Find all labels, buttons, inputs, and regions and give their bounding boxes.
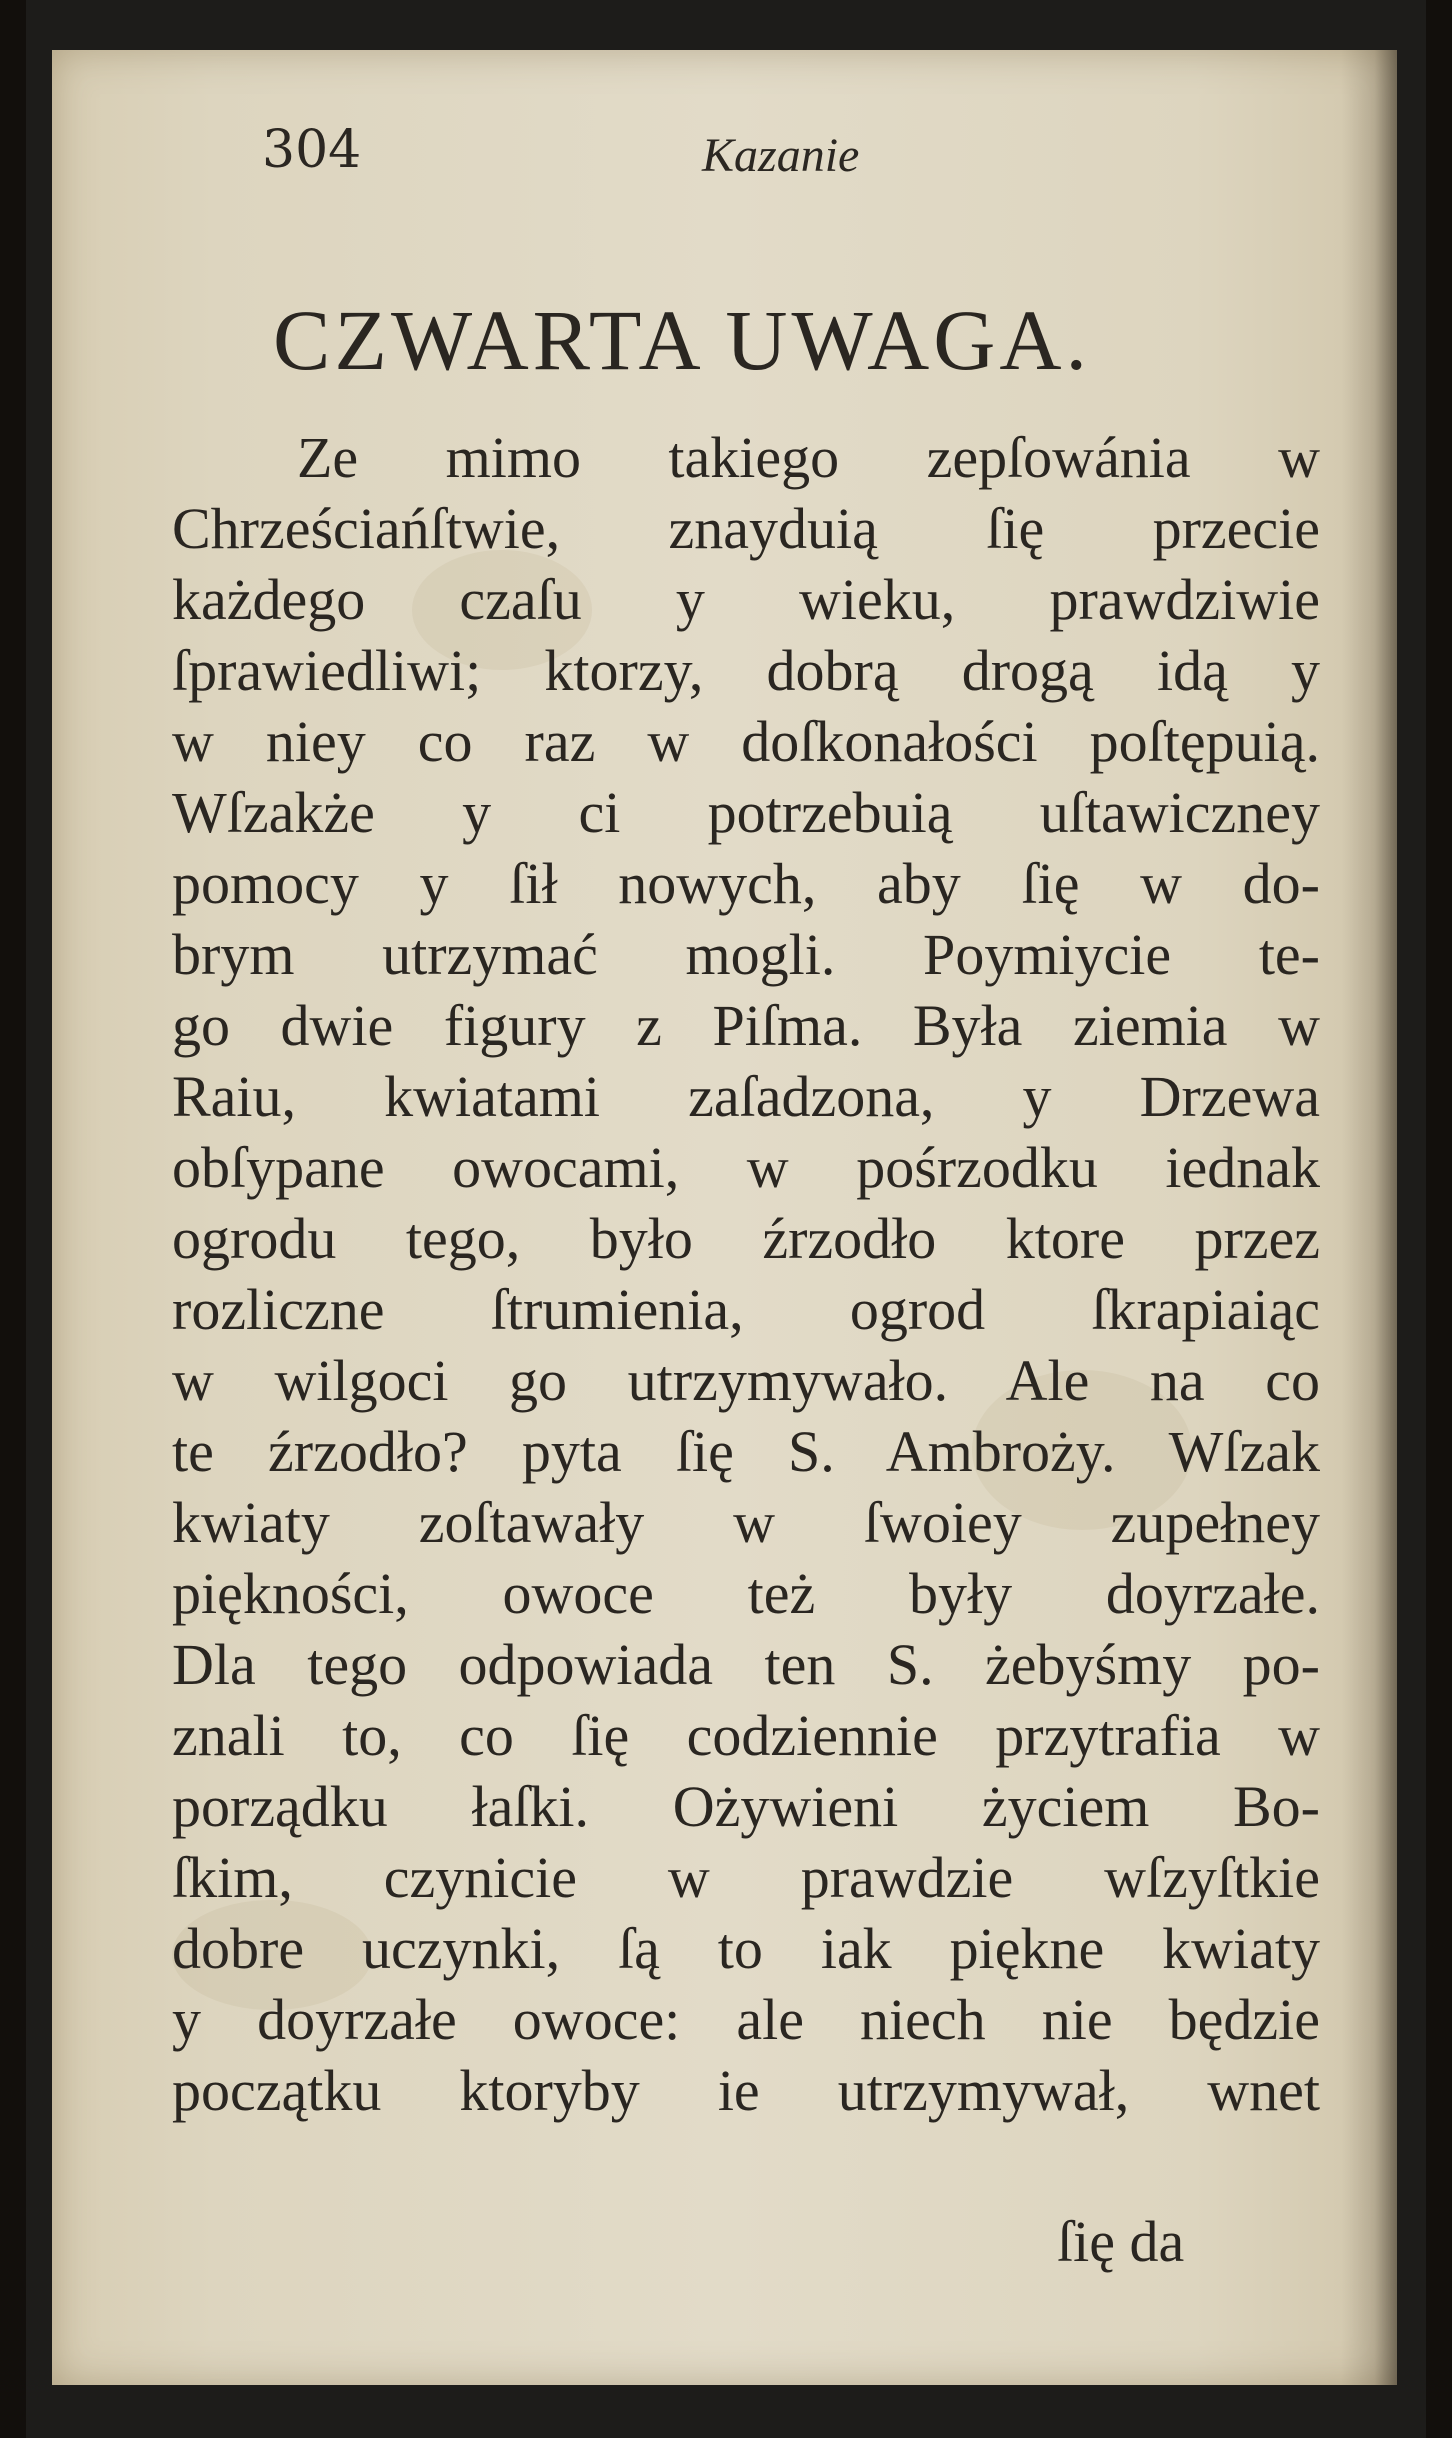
page-gutter-shadow xyxy=(1341,50,1397,2385)
text-line: piękności, owoce też były doyrzałe. xyxy=(172,1561,1320,1626)
text-line: w niey co raz w doſkonałości poſtępuią. xyxy=(172,709,1320,774)
section-title: CZWARTA UWAGA. xyxy=(273,292,1091,388)
text-line: ogrodu tego, było źrzodło ktore przez xyxy=(172,1206,1320,1271)
running-head: Kazanie xyxy=(702,129,860,182)
text-line: każdego czaſu y wieku, prawdziwie xyxy=(172,567,1320,632)
text-line: Ze mimo takiego zepſowánia w xyxy=(297,425,1320,490)
page-number: 304 xyxy=(262,120,362,180)
text-line: Raiu, kwiatami zaſadzona, y Drzewa xyxy=(172,1064,1320,1129)
text-line: dobre uczynki, ſą to iak piękne kwiaty xyxy=(172,1916,1320,1981)
text-line: kwiaty zoſtawały w ſwoiey zupełney xyxy=(172,1490,1320,1555)
text-line: brym utrzymać mogli. Poymiycie te- xyxy=(172,922,1320,987)
text-line: rozliczne ſtrumienia, ogrod ſkrapiaiąc xyxy=(172,1277,1320,1342)
text-line: Wſzakże y ci potrzebuią uſtawiczney xyxy=(172,780,1320,845)
text-line: ſkim, czynicie w prawdzie wſzyſtkie xyxy=(172,1845,1320,1910)
text-line: Dla tego odpowiada ten S. żebyśmy po- xyxy=(172,1632,1320,1697)
page-header xyxy=(52,50,1397,250)
text-line: znali to, co ſię codziennie przytrafia w xyxy=(172,1703,1320,1768)
text-line: w wilgoci go utrzymywało. Ale na co xyxy=(172,1348,1320,1413)
catchword: ſię da xyxy=(1057,2209,1185,2274)
text-line: pomocy y ſił nowych, aby ſię w do- xyxy=(172,851,1320,916)
text-line: Chrześciańſtwie, znayduią ſię przecie xyxy=(172,496,1320,561)
text-line: go dwie figury z Piſma. Była ziemia w xyxy=(172,993,1320,1058)
text-line: początku ktoryby ie utrzymywał, wnet xyxy=(172,2058,1320,2123)
text-line: obſypane owocami, w pośrzodku iednak xyxy=(172,1135,1320,1200)
text-line: ſprawiedliwi; ktorzy, dobrą drogą idą y xyxy=(172,638,1320,703)
text-line: y doyrzałe owoce: ale niech nie będzie xyxy=(172,1987,1320,2052)
text-line: porządku łaſki. Ożywieni życiem Bo- xyxy=(172,1774,1320,1839)
scan-edge-left xyxy=(0,0,26,2438)
book-page xyxy=(52,50,1397,2385)
text-line: te źrzodło? pyta ſię S. Ambroży. Wſzak xyxy=(172,1419,1320,1484)
body-text xyxy=(172,422,1320,2126)
scan-edge-right xyxy=(1426,0,1452,2438)
